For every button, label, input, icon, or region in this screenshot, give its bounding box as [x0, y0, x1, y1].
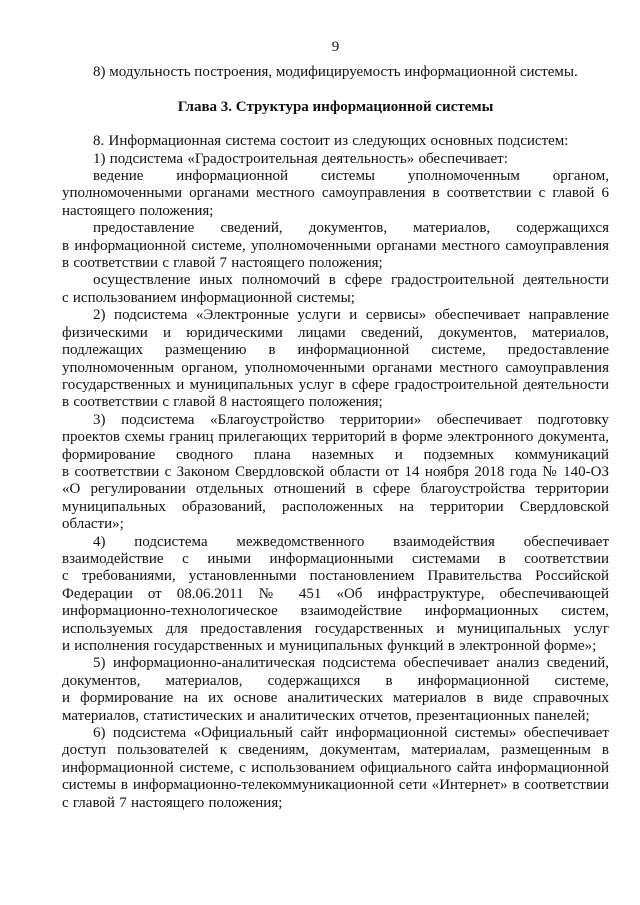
paragraph: ведение информационной системы уполномоченным органом, уполномоченными органами местного самоуправления в соответствии с главой 6 настоящего положения;: [62, 168, 609, 219]
paragraph: 6) подсистема «Официальный сайт информационной системы» обеспечивает доступ пользователей к сведениям, документам, материалам, размещенным в информационной системе, с использованием официального сайта информационной системы в информационно-телекоммуникационной сети «Интернет» в соответствии с главой 7 настоящего положения;: [62, 725, 609, 811]
page-number: 9: [331, 39, 340, 55]
paragraph: предоставление сведений, документов, материалов, содержащихся в информационной системе, уполномоченными органами местного самоуправления в соответствии с главой 7 настоящего положения;: [62, 220, 609, 272]
paragraph: 1) подсистема «Градостроительная деятельность» обеспечивает:: [93, 150, 508, 167]
chapter-heading: Глава 3. Структура информационной системы: [177, 98, 494, 115]
paragraph: 5) информационно-аналитическая подсистема обеспечивает анализ сведений, документов, материалов, содержащихся в информационной системе, и формирование на их основе аналитических материалов в виде справочных материалов, статистических и аналитических отчетов, презентационных панелей;: [62, 655, 609, 724]
paragraph: 3) подсистема «Благоустройство территории» обеспечивает подготовку проектов схемы границ прилегающих территорий в форме электронного документа, формирование сводного плана наземных и подземных коммуникаций в соответствии с Законом Свердловской области от 14 ноября 2018 года № 140-ОЗ «О регулировании отдельных отношений в сфере благоустройства территории муниципальных образований, расположенных на территории Свердловской области»;: [62, 411, 609, 533]
paragraph: осуществление иных полномочий в сфере градостроительной деятельности с использованием информационной системы;: [62, 272, 609, 306]
paragraph: 2) подсистема «Электронные услуги и сервисы» обеспечивает направление физическими и юридическими лицами сведений, документов, материалов, подлежащих размещению в информационной системе, предоставление уполномоченным органом, уполномоченными органами местного самоуправления государственных и муниципальных услуг в сфере градостроительной деятельности в соответствии с главой 8 настоящего положения;: [62, 307, 609, 411]
paragraph-lead: 8) модульность построения, модифицируемость информационной системы.: [93, 64, 578, 81]
paragraph: 8. Информационная система состоит из следующих основных подсистем:: [93, 133, 569, 150]
paragraph: 4) подсистема межведомственного взаимодействия обеспечивает взаимодействие с иными информационными системами в соответствии с требованиями, установленными постановлением Правительства Российской Федерации от 08.06.2011 № 451 «Об инфраструктуре, обеспечивающей информационно-технологическое взаимодействие информационных систем, используемых для предоставления государственных и муниципальных услуг и исполнения государственных и муниципальных функций в электронной форме»;: [62, 533, 609, 654]
